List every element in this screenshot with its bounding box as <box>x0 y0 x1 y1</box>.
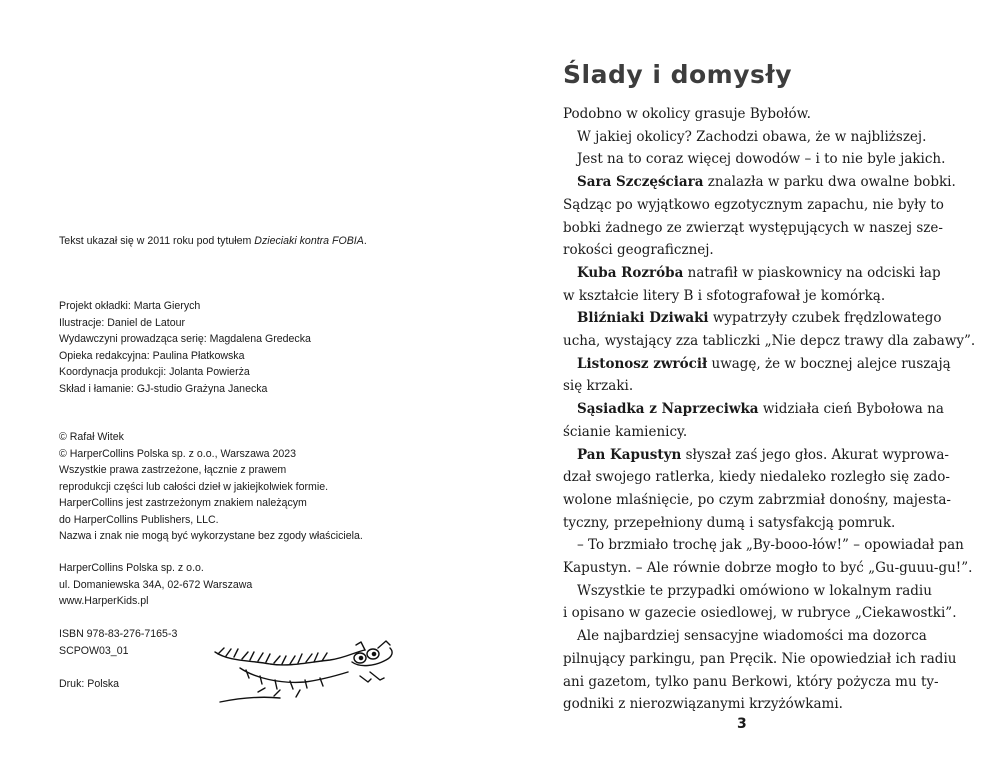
text-line: ucha, wystający zza tabliczki „Nie depcz trawy dla zabawy”. <box>563 333 976 350</box>
text-line: Pan Kapustyn słyszał zaś jego głos. Akurat wyprowa- <box>577 446 949 463</box>
text-line: Sara Szczęściara znalazła w parku dwa owalne bobki. <box>577 174 956 191</box>
publisher-block <box>59 560 252 610</box>
text-line: Podobno w okolicy grasuje Bybołów. <box>563 106 811 122</box>
print-info: Druk: Polska <box>59 678 120 690</box>
text-line: godniki z nierozwiązanymi krzyżówkami. <box>563 696 843 713</box>
publisher-line: www.HarperKids.pl <box>59 595 149 607</box>
text-line: rokości geograficznej. <box>563 242 714 259</box>
text-line: Sąsiadka z Naprzeciwka widziała cień Bybołowa na <box>577 401 944 418</box>
print-block <box>59 676 119 693</box>
text-line: i opisano w gazecie osiedlowej, w rubryce „Ciekawostki”. <box>563 605 957 622</box>
product-code: SCPOW03_01 <box>59 644 129 657</box>
creature-illustration-icon <box>210 632 400 707</box>
character-name: Kuba Rozróba <box>577 264 684 281</box>
rights-line: do HarperCollins Publishers, LLC. <box>59 513 219 526</box>
isbn: ISBN 978-83-276-7165-3 <box>59 628 178 640</box>
rights-line: HarperCollins jest zastrzeżonym znakiem należącym <box>59 497 307 509</box>
character-name: Listonosz zwrócił <box>577 355 708 372</box>
isbn-block <box>59 626 177 659</box>
character-name: Pan Kapustyn <box>577 446 682 463</box>
page-number: 3 <box>737 716 747 732</box>
publisher-line: ul. Domaniewska 34A, 02-672 Warszawa <box>59 578 253 591</box>
rights-line: reprodukcji części lub całości dzieł w jakiejkolwiek formie. <box>59 480 329 493</box>
text-line: bobki żadnego ze zwierząt występujących w naszej sze- <box>563 219 943 236</box>
credits-block <box>59 298 311 397</box>
character-name: Sara Szczęściara <box>577 174 704 191</box>
origin-title: Dzieciaki kontra FOBIA <box>254 235 364 247</box>
text-line: Kuba Rozróba natrafił w piaskownicy na odciski łap <box>577 264 941 281</box>
chapter-page <box>563 0 976 768</box>
text-line: Kapustyn. – Ale równie dobrze mogło to być „Gu-guuu-gu!”. <box>563 560 973 577</box>
origin-note <box>59 233 367 250</box>
rights-line: © HarperCollins Polska sp. z o.o., Warszawa 2023 <box>59 447 297 460</box>
chapter-body <box>563 103 976 716</box>
text-line: w kształcie litery B i sfotografował je komórką. <box>563 287 886 304</box>
imprint-page <box>0 0 480 768</box>
text-line: Jest na to coraz więcej dowodów – i to nie byle jakich. <box>577 151 946 168</box>
text-line: – To brzmiało trochę jak „By-booo-łów!” – opowiadał pan <box>577 537 964 554</box>
text-line: Listonosz zwrócił uwagę, że w bocznej alejce ruszają <box>577 355 951 372</box>
text-line: Wszystkie te przypadki omówiono w lokalnym radiu <box>577 582 932 599</box>
text-line: Ale najbardziej sensacyjne wiadomości ma dozorca <box>577 628 927 645</box>
character-name: Sąsiadka z Naprzeciwka <box>577 401 759 418</box>
credit-line: Skład i łamanie: GJ-studio Grażyna Janecka <box>59 382 268 395</box>
text-line: pilnujący parkingu, pan Pręcik. Nie opowiedział ich radiu <box>563 650 957 667</box>
text-line: Sądząc po wyjątkowo egzotycznym zapachu, nie były to <box>563 196 944 213</box>
text-line: wolone mlaśnięcie, po czym zabrzmiał donośny, majesta- <box>563 491 951 508</box>
credit-line: Wydawczyni prowadząca serię: Magdalena Gredecka <box>59 333 311 345</box>
text-line: dzał swojego ratlerka, kiedy niedaleko rozległo się zado- <box>563 469 950 486</box>
credit-line: Ilustracje: Daniel de Latour <box>59 316 186 329</box>
publisher-line: HarperCollins Polska sp. z o.o. <box>59 562 204 574</box>
credit-line: Projekt okładki: Marta Gierych <box>59 300 201 312</box>
text-line: się krzaki. <box>563 378 634 395</box>
text-line: ścianie kamienicy. <box>563 423 688 440</box>
rights-line: Wszystkie prawa zastrzeżone, łącznie z prawem <box>59 464 287 476</box>
character-name: Bliźniaki Dziwaki <box>577 310 709 327</box>
rights-line: Nazwa i znak nie mogą być wykorzystane bez zgody właściciela. <box>59 530 363 542</box>
chapter-title: Ślady i domysły <box>563 60 792 89</box>
origin-line: Tekst ukazał się w 2011 roku pod tytułem Dzieciaki kontra FOBIA. <box>59 235 367 247</box>
credit-line: Koordynacja produkcji: Jolanta Powierża <box>59 366 250 378</box>
text-line: W jakiej okolicy? Zachodzi obawa, że w najbliższej. <box>577 128 927 145</box>
credit-line: Opieka redakcyjna: Paulina Płatkowska <box>59 349 245 362</box>
rights-block <box>59 429 363 545</box>
rights-line: © Rafał Witek <box>59 431 124 443</box>
text-line: Bliźniaki Dziwaki wypatrzyły czubek frędzlowatego <box>577 310 942 327</box>
text-line: tyczny, przepełniony dumą i satysfakcją pomruk. <box>563 514 896 531</box>
text-line: ani gazetom, tylko panu Berkowi, który pożycza mu ty- <box>563 673 939 690</box>
